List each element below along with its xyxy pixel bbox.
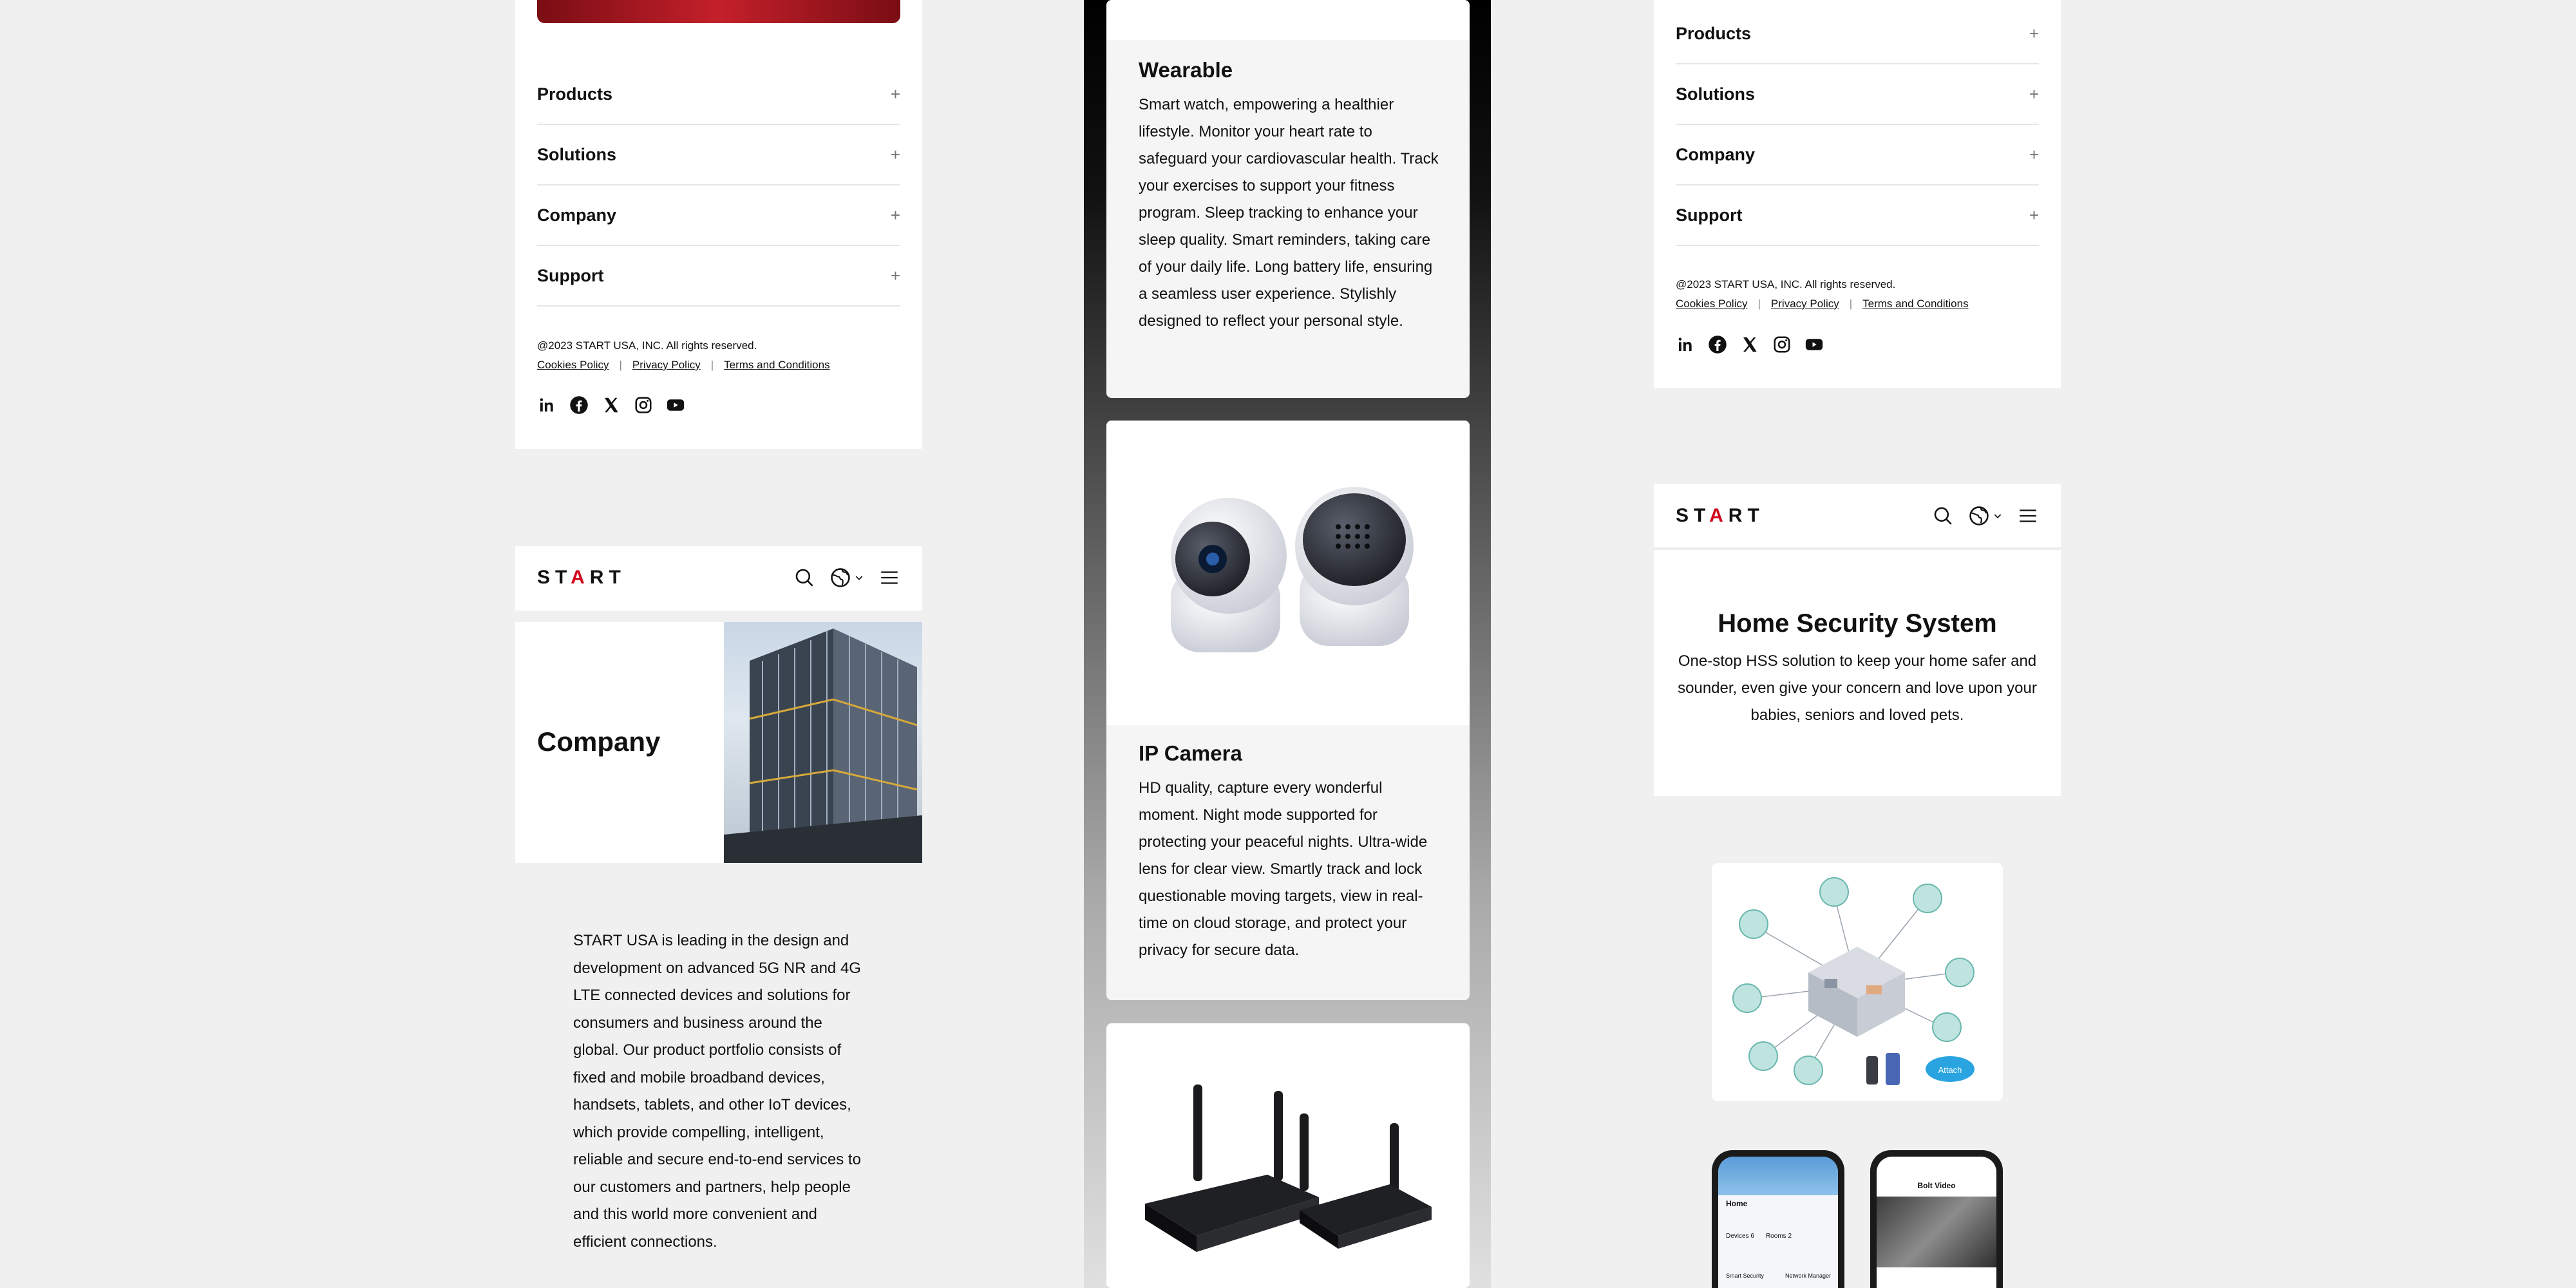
phone-tab-devices: Devices 6 <box>1726 1233 1754 1240</box>
hss-diagram <box>1712 863 2003 1101</box>
facebook-icon[interactable] <box>1708 335 1727 354</box>
accordion-company[interactable] <box>537 185 900 246</box>
separator: | <box>710 359 714 371</box>
chevron-down-icon <box>854 573 864 583</box>
card-description: Smart watch, empowering a healthier lifestyle. Monitor your heart rate to safeguard your cardiovascular health. Track your exercises to support your fitness program. Sleep tracking to enhance your sleep quality. Smart reminders, taking care of your daily life. Long battery life, ensuring a seamless user experience. Stylishly designed to reflect your personal style. <box>1139 96 1439 330</box>
footer-accordion <box>1676 4 2039 249</box>
accordion-company[interactable] <box>1676 125 2039 185</box>
terms-link[interactable]: Terms and Conditions <box>724 359 830 371</box>
accordion-label: Support <box>537 265 604 285</box>
card-title: IP Camera <box>1139 741 1242 765</box>
accordion-label: Company <box>537 205 617 225</box>
plus-icon: + <box>2029 205 2039 225</box>
phone-left <box>1712 1150 1844 1288</box>
menu-icon[interactable] <box>878 567 900 589</box>
youtube-icon[interactable] <box>666 395 685 415</box>
accordion-label: Solutions <box>537 144 616 164</box>
menu-icon[interactable] <box>2017 505 2039 527</box>
accordion-products[interactable] <box>1676 4 2039 64</box>
phone-header-image <box>1718 1157 1838 1195</box>
phone-tile-1: Smart Security <box>1726 1273 1765 1279</box>
accordion-label: Products <box>1676 23 1752 43</box>
building-image <box>724 622 922 863</box>
x-icon[interactable] <box>1740 335 1759 354</box>
footer-panel-right <box>1654 0 2061 388</box>
accordion-label: Solutions <box>1676 84 1755 104</box>
accordion-label: Products <box>537 84 613 104</box>
company-hero <box>515 622 922 863</box>
wearable-image <box>1106 0 1470 40</box>
separator: | <box>619 359 622 371</box>
facebook-icon[interactable] <box>569 395 589 415</box>
card-title: Wearable <box>1139 58 1233 82</box>
privacy-policy-link[interactable]: Privacy Policy <box>632 359 701 371</box>
hss-header <box>1654 484 2061 549</box>
accordion-label: Company <box>1676 144 1756 164</box>
plus-icon: + <box>2029 144 2039 164</box>
x-icon[interactable] <box>601 395 621 415</box>
accordion-products[interactable] <box>537 64 900 125</box>
header-actions <box>1932 505 2039 527</box>
product-card-wearable[interactable] <box>1106 0 1470 398</box>
footer-panel-left <box>515 0 922 449</box>
copyright-text: @2023 START USA, INC. All rights reserved. <box>1676 278 1896 290</box>
hero-image-bottom <box>537 0 900 23</box>
start-logo[interactable]: START <box>1676 505 1765 526</box>
legal-links <box>1676 298 1969 310</box>
accordion-solutions[interactable] <box>537 125 900 185</box>
cookies-policy-link[interactable]: Cookies Policy <box>537 359 609 371</box>
instagram-icon[interactable] <box>1772 335 1792 354</box>
linkedin-icon[interactable] <box>537 395 556 415</box>
plus-icon: + <box>890 144 900 164</box>
copyright-text: @2023 START USA, INC. All rights reserved. <box>537 339 757 352</box>
page-title: Home Security System <box>1718 609 1997 638</box>
separator: | <box>1849 298 1853 310</box>
plus-icon: + <box>890 84 900 104</box>
social-links <box>1676 335 1824 354</box>
page-title: Company <box>537 726 661 757</box>
plus-icon: + <box>890 265 900 285</box>
phone-screen <box>1718 1157 1838 1288</box>
accordion-support[interactable] <box>1676 185 2039 246</box>
phone-right <box>1870 1150 2003 1288</box>
search-icon[interactable] <box>793 567 815 589</box>
phone-tab-rooms: Rooms 2 <box>1766 1233 1792 1240</box>
card-description: HD quality, capture every wonderful moment. Night mode supported for protecting your peaceful nights. Ultra-wide lens for clear view. Smartly track and lock questionable moving targets, view in real-time on cloud storage, and protect your privacy for secure data. <box>1139 779 1428 959</box>
accordion-solutions[interactable] <box>1676 64 2039 125</box>
product-card-ip-camera[interactable] <box>1106 421 1470 1000</box>
globe-icon <box>1968 505 1990 527</box>
legal-links <box>537 359 830 372</box>
youtube-icon[interactable] <box>1804 335 1824 354</box>
phone-title: Bolt Video <box>1917 1181 1956 1190</box>
plus-icon: + <box>2029 23 2039 43</box>
chevron-down-icon <box>1993 511 2003 521</box>
plus-icon: + <box>2029 84 2039 104</box>
search-icon[interactable] <box>1932 505 1954 527</box>
phone-tile-2: Network Manager <box>1785 1273 1832 1279</box>
router-image <box>1106 1023 1470 1288</box>
company-body: START USA is leading in the design and development on advanced 5G NR and 4G LTE connected devices and solutions for consumers and business around the global. Our product portfolio consists of fixed and mobile broadband devices, handsets, tablets, and other IoT devices, which provide compelling, intelligent, reliable and secure end-to-end services to our customers and partners, help people and this world more convenient and efficient connections. <box>573 932 861 1251</box>
privacy-policy-link[interactable]: Privacy Policy <box>1770 298 1839 310</box>
video-feed <box>1877 1197 1996 1267</box>
cookies-policy-link[interactable]: Cookies Policy <box>1676 298 1748 310</box>
accordion-label: Support <box>1676 205 1743 225</box>
social-links <box>537 395 685 415</box>
separator: | <box>1757 298 1761 310</box>
hss-hero <box>1654 550 2061 796</box>
footer-accordion <box>537 64 900 309</box>
phone-home-label: Home <box>1726 1199 1748 1208</box>
instagram-icon[interactable] <box>634 395 653 415</box>
page-subtitle: One-stop HSS solution to keep your home safer and sounder, even give your concern and love upon your babies, seniors and loved pets. <box>1678 652 2037 724</box>
language-selector[interactable] <box>829 567 864 589</box>
start-logo[interactable]: START <box>537 567 626 588</box>
phone-screen <box>1877 1157 1996 1288</box>
cloud-label: Attach <box>1938 1065 1962 1075</box>
language-selector[interactable] <box>1968 505 2003 527</box>
product-card-router[interactable] <box>1106 1023 1470 1288</box>
globe-icon <box>829 567 851 589</box>
accordion-support[interactable] <box>537 246 900 307</box>
company-header <box>515 546 922 611</box>
terms-link[interactable]: Terms and Conditions <box>1862 298 1969 310</box>
ip-camera-image <box>1106 421 1470 725</box>
header-actions <box>793 567 900 589</box>
linkedin-icon[interactable] <box>1676 335 1695 354</box>
plus-icon: + <box>890 205 900 225</box>
